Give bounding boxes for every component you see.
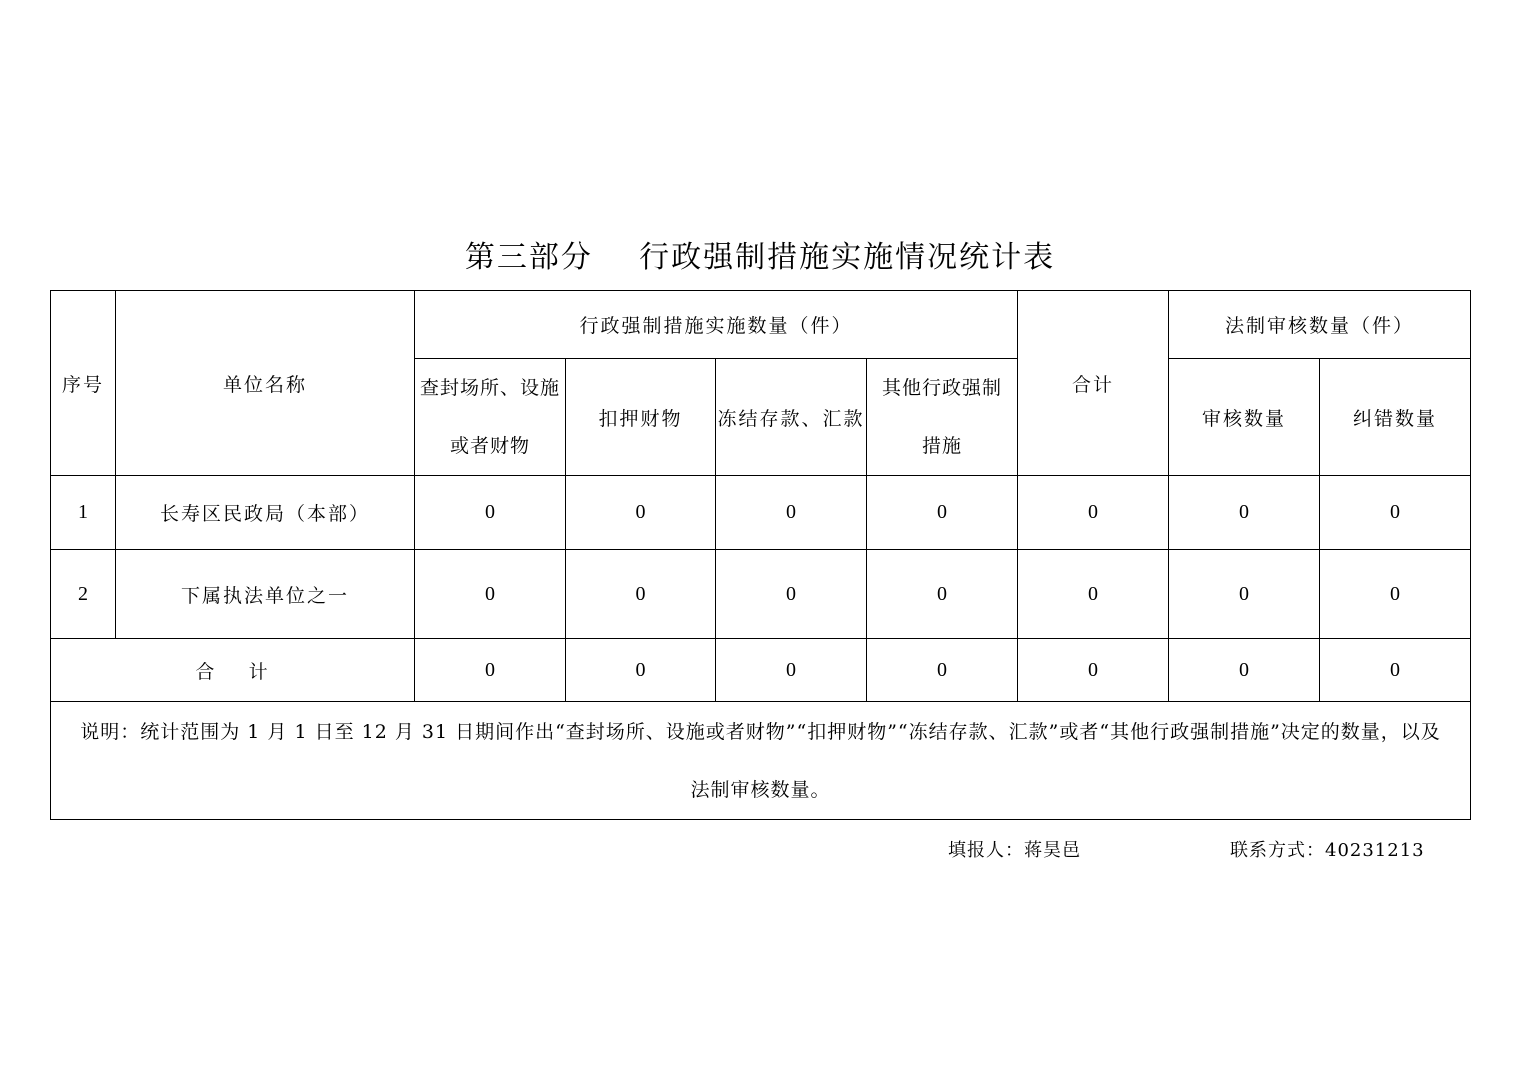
page-title: 第三部分 行政强制措施实施情况统计表 (464, 240, 1056, 275)
header-row-1 (51, 291, 1471, 359)
note-line-1: 说明：统计范围为 1 月 1 日至 12 月 31 日期间作出“查封场所、设施或者财物”“扣押财物”“冻结存款、汇款”或者“其他行政强制措施”决定的数量，以及 (80, 720, 1441, 743)
header-measure-freeze: 冻结存款、汇款 (716, 359, 867, 476)
total-value: 0 (415, 639, 566, 702)
header-review-count: 审核数量 (1169, 359, 1320, 476)
reporter-label: 填报人：蒋昊邑 (948, 840, 1081, 861)
contact-label: 联系方式：40231213 (1230, 840, 1425, 861)
note-row (51, 702, 1471, 820)
row-value: 0 (1018, 476, 1169, 550)
note-line-2: 法制审核数量。 (690, 778, 831, 801)
header-measure-other (867, 359, 1018, 476)
total-value: 0 (716, 639, 867, 702)
table-note (51, 702, 1471, 820)
row-value: 0 (415, 476, 566, 550)
header-measure-seize: 扣押财物 (566, 359, 716, 476)
header-measure-seal-line2: 或者财物 (449, 435, 530, 457)
row-value: 0 (1169, 476, 1320, 550)
statistics-table (50, 290, 1471, 820)
row-unit-name: 下属执法单位之一 (116, 550, 415, 639)
total-value: 0 (867, 639, 1018, 702)
row-value: 0 (415, 550, 566, 639)
header-seq: 序号 (51, 291, 116, 476)
header-unit-name: 单位名称 (116, 291, 415, 476)
header-measure-seal-line1: 查封场所、设施 (419, 377, 560, 399)
row-seq: 2 (51, 550, 116, 639)
row-value: 0 (716, 476, 867, 550)
row-value: 0 (716, 550, 867, 639)
header-correction-count: 纠错数量 (1320, 359, 1471, 476)
header-review-group: 法制审核数量（件） (1169, 291, 1471, 359)
row-seq: 1 (51, 476, 116, 550)
total-value: 0 (566, 639, 716, 702)
header-measures-group: 行政强制措施实施数量（件） (415, 291, 1018, 359)
total-row (51, 639, 1471, 702)
row-value: 0 (867, 550, 1018, 639)
total-value: 0 (1169, 639, 1320, 702)
total-value: 0 (1320, 639, 1471, 702)
row-value: 0 (1320, 476, 1471, 550)
row-value: 0 (1169, 550, 1320, 639)
row-unit-name: 长寿区民政局（本部） (116, 476, 415, 550)
row-value: 0 (1018, 550, 1169, 639)
row-value: 0 (566, 550, 716, 639)
row-value: 0 (1320, 550, 1471, 639)
table-row (51, 476, 1471, 550)
header-measure-other-line2: 措施 (922, 435, 963, 457)
total-value: 0 (1018, 639, 1169, 702)
total-row-label: 合 计 (51, 639, 415, 702)
row-value: 0 (867, 476, 1018, 550)
header-measure-seal (415, 359, 566, 476)
header-total: 合计 (1018, 291, 1169, 476)
table-row (51, 550, 1471, 639)
header-measure-other-line1: 其他行政强制 (882, 377, 1003, 399)
row-value: 0 (566, 476, 716, 550)
